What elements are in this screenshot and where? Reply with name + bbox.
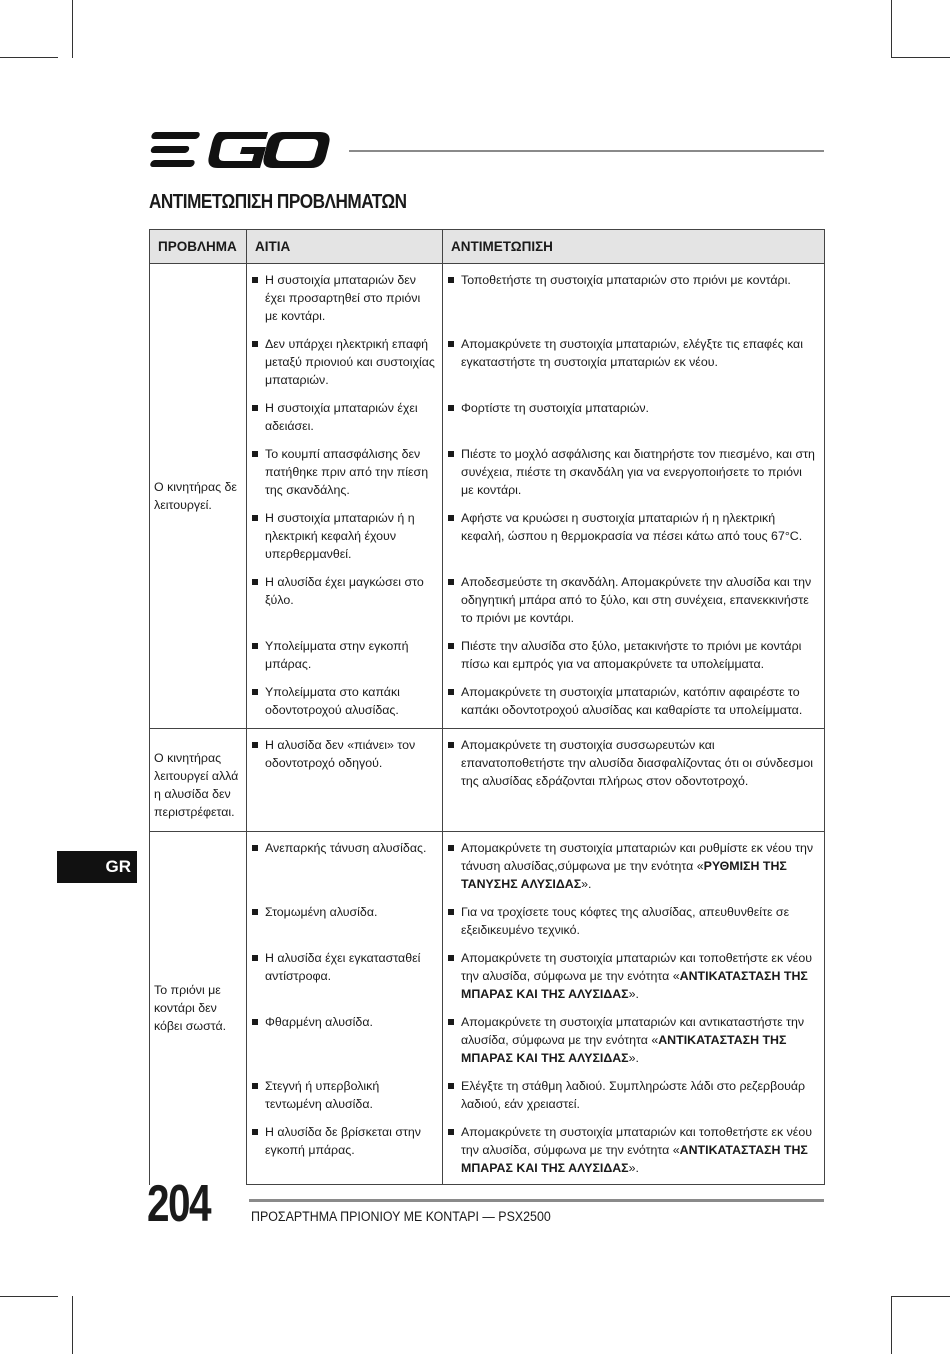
solution-text: Απομακρύνετε τη συστοιχία συσσωρευτών και επανατοποθετήστε την αλυσίδα διασφαλίζοντας ότι οι σύνδεσμοι της αλυσίδας εδράζονται πλήρως στον οδοντοτροχό. bbox=[461, 738, 813, 788]
crop-mark bbox=[0, 57, 58, 58]
troubleshooting-table bbox=[149, 229, 825, 1185]
bullet-icon bbox=[252, 845, 258, 851]
bullet-icon bbox=[448, 845, 454, 851]
ego-logo bbox=[148, 128, 332, 172]
solution-text: Απομακρύνετε τη συστοιχία μπαταριών και τοποθετήστε εκ νέου την αλυσίδα, σύμφωνα με την ενότητα «ΑΝΤΙΚΑΤΑΣΤΑΣΗ ΤΗΣ ΜΠΑΡΑΣ ΚΑΙ ΤΗΣ ΑΛΥΣΙΔΑΣ». bbox=[461, 951, 812, 1001]
solution-text: Ελέγξτε τη στάθμη λαδιού. Συμπληρώστε λάδι στο ρεζερβουάρ λαδιού, εάν χρειαστεί. bbox=[461, 1079, 806, 1111]
cause-text: Στομωμένη αλυσίδα. bbox=[265, 905, 378, 919]
cause-text: Δεν υπάρχει ηλεκτρική επαφή μεταξύ πριονιού και συστοιχίας μπαταριών. bbox=[265, 337, 435, 387]
bullet-icon bbox=[252, 1129, 258, 1135]
bullet-icon bbox=[448, 909, 454, 915]
bullet-icon bbox=[448, 515, 454, 521]
solution-cell bbox=[443, 566, 825, 630]
cause-cell bbox=[247, 729, 443, 832]
bullet-icon bbox=[252, 1083, 258, 1089]
cause-text: Η αλυσίδα έχει εγκατασταθεί αντίστροφα. bbox=[265, 951, 421, 983]
cause-text: Η συστοιχία μπαταριών έχει αδειάσει. bbox=[265, 401, 418, 433]
cause-text: Ανεπαρκής τάνυση αλυσίδας. bbox=[265, 841, 427, 855]
solution-cell bbox=[443, 1116, 825, 1185]
bullet-icon bbox=[448, 643, 454, 649]
cause-text: Η αλυσίδα δεν «πιάνει» τον οδοντοτροχό οδηγού. bbox=[265, 738, 416, 770]
solution-text: Αφήστε να κρυώσει η συστοιχία μπαταριών ή η ηλεκτρική κεφαλή, ώσπου η θερμοκρασία να πέσει κάτω από τους 67°C. bbox=[461, 511, 803, 543]
header-cause: ΑΙΤΙΑ bbox=[247, 230, 443, 264]
table-row bbox=[150, 1070, 825, 1116]
language-tab: GR bbox=[57, 851, 137, 883]
cause-cell bbox=[247, 676, 443, 729]
bullet-icon bbox=[252, 643, 258, 649]
cause-text: Η συστοιχία μπαταριών δεν έχει προσαρτηθεί στο πριόνι με κοντάρι. bbox=[265, 273, 421, 323]
solution-cell bbox=[443, 1006, 825, 1070]
bullet-icon bbox=[252, 341, 258, 347]
cause-text: Φθαρμένη αλυσίδα. bbox=[265, 1015, 373, 1029]
solution-cell bbox=[443, 630, 825, 676]
crop-mark bbox=[892, 57, 950, 58]
crop-mark bbox=[72, 1296, 73, 1354]
cause-text: Υπολείμματα στην εγκοπή μπάρας. bbox=[265, 639, 409, 671]
bullet-icon bbox=[448, 1083, 454, 1089]
bullet-icon bbox=[252, 451, 258, 457]
solution-cell bbox=[443, 832, 825, 897]
table-row bbox=[150, 566, 825, 630]
header-rule bbox=[349, 150, 824, 152]
solution-cell bbox=[443, 1070, 825, 1116]
cause-text: Η συστοιχία μπαταριών ή η ηλεκτρική κεφαλή έχουν υπερθερμανθεί. bbox=[265, 511, 415, 561]
cause-cell bbox=[247, 502, 443, 566]
cause-cell bbox=[247, 566, 443, 630]
bullet-icon bbox=[448, 955, 454, 961]
problem-cell: Ο κινητήρας δε λειτουργεί. bbox=[150, 264, 247, 729]
bullet-icon bbox=[252, 515, 258, 521]
bullet-icon bbox=[252, 689, 258, 695]
solution-text: Πιέστε την αλυσίδα στο ξύλο, μετακινήστε το πριόνι με κοντάρι πίσω και εμπρός για να απομακρύνετε τα υπολείμματα. bbox=[461, 639, 802, 671]
crop-mark bbox=[891, 0, 892, 58]
solution-cell bbox=[443, 438, 825, 502]
cause-cell bbox=[247, 264, 443, 329]
cause-text: Η αλυσίδα έχει μαγκώσει στο ξύλο. bbox=[265, 575, 424, 607]
solution-text: Απομακρύνετε τη συστοιχία μπαταριών και αντικαταστήστε την αλυσίδα, σύμφωνα με την ενότητα «ΑΝΤΙΚΑΤΑΣΤΑΣΗ ΤΗΣ ΜΠΑΡΑΣ ΚΑΙ ΤΗΣ ΑΛΥΣΙΔΑΣ». bbox=[461, 1015, 805, 1065]
problem-cell: Ο κινητήρας λειτουργεί αλλά η αλυσίδα δεν περιστρέφεται. bbox=[150, 729, 247, 832]
table-header-row bbox=[150, 230, 825, 264]
solution-cell bbox=[443, 896, 825, 942]
cause-cell bbox=[247, 942, 443, 1006]
bullet-icon bbox=[448, 451, 454, 457]
table-row bbox=[150, 392, 825, 438]
solution-cell bbox=[443, 676, 825, 729]
solution-cell bbox=[443, 264, 825, 329]
cause-cell bbox=[247, 1070, 443, 1116]
table-row bbox=[150, 942, 825, 1006]
table-row bbox=[150, 729, 825, 832]
bullet-icon bbox=[448, 277, 454, 283]
bullet-icon bbox=[252, 955, 258, 961]
header-problem: ΠΡΟΒΛΗΜΑ bbox=[150, 230, 247, 264]
table-row bbox=[150, 832, 825, 897]
cause-cell bbox=[247, 1116, 443, 1185]
crop-mark bbox=[892, 1296, 950, 1297]
header-solution: ΑΝΤΙΜΕΤΩΠΙΣΗ bbox=[443, 230, 825, 264]
table-row bbox=[150, 438, 825, 502]
solution-text: Αποδεσμεύστε τη σκανδάλη. Απομακρύνετε την αλυσίδα και την οδηγητική μπάρα από το ξύλο, και στη συνέχεια, επανεκκινήστε το πριόνι με κοντάρι. bbox=[461, 575, 812, 625]
bullet-icon bbox=[252, 742, 258, 748]
bullet-icon bbox=[252, 909, 258, 915]
bullet-icon bbox=[252, 1019, 258, 1025]
footer-rule bbox=[249, 1199, 824, 1202]
crop-mark bbox=[891, 1296, 892, 1354]
cause-text: Η αλυσίδα δε βρίσκεται στην εγκοπή μπάρας. bbox=[265, 1125, 421, 1157]
cause-cell bbox=[247, 1006, 443, 1070]
table-row bbox=[150, 264, 825, 329]
solution-text: Πιέστε το μοχλό ασφάλισης και διατηρήστε τον πιεσμένο, και στη συνέχεια, πιέστε τη σκανδάλη για να ενεργοποιήσετε το πριόνι με κοντάρι. bbox=[461, 447, 815, 497]
bullet-icon bbox=[252, 277, 258, 283]
cause-cell bbox=[247, 392, 443, 438]
bullet-icon bbox=[448, 742, 454, 748]
solution-text: Φορτίστε τη συστοιχία μπαταριών. bbox=[461, 401, 650, 415]
page-number: 204 bbox=[147, 1175, 210, 1233]
solution-cell bbox=[443, 729, 825, 832]
crop-mark bbox=[72, 0, 73, 58]
solution-text: Απομακρύνετε τη συστοιχία μπαταριών και τοποθετήστε εκ νέου την αλυσίδα, σύμφωνα με την ενότητα «ΑΝΤΙΚΑΤΑΣΤΑΣΗ ΤΗΣ ΜΠΑΡΑΣ ΚΑΙ ΤΗΣ ΑΛΥΣΙΔΑΣ». bbox=[461, 1125, 812, 1175]
table-row bbox=[150, 630, 825, 676]
bullet-icon bbox=[252, 405, 258, 411]
solution-cell bbox=[443, 502, 825, 566]
solution-cell bbox=[443, 328, 825, 392]
table-row bbox=[150, 896, 825, 942]
problem-cell: Το πριόνι με κοντάρι δεν κόβει σωστά. bbox=[150, 832, 247, 1185]
bullet-icon bbox=[448, 1019, 454, 1025]
table-row bbox=[150, 676, 825, 729]
bullet-icon bbox=[252, 579, 258, 585]
table-row bbox=[150, 502, 825, 566]
bullet-icon bbox=[448, 1129, 454, 1135]
cause-cell bbox=[247, 328, 443, 392]
bullet-icon bbox=[448, 341, 454, 347]
bullet-icon bbox=[448, 579, 454, 585]
table-row bbox=[150, 1006, 825, 1070]
bullet-icon bbox=[448, 405, 454, 411]
table-row bbox=[150, 1116, 825, 1185]
solution-cell bbox=[443, 392, 825, 438]
table-row bbox=[150, 328, 825, 392]
solution-cell bbox=[443, 942, 825, 1006]
cause-cell bbox=[247, 832, 443, 897]
solution-text: Απομακρύνετε τη συστοιχία μπαταριών, ελέγξτε τις επαφές και εγκαταστήστε τη συστοιχία μπαταριών εκ νέου. bbox=[461, 337, 803, 369]
cause-text: Το κουμπί απασφάλισης δεν πατήθηκε πριν από την πίεση της σκανδάλης. bbox=[265, 447, 429, 497]
page-title: ΑΝΤΙΜΕΤΩΠΙΣΗ ΠΡΟΒΛΗΜΑΤΩΝ bbox=[149, 191, 407, 213]
solution-text: Απομακρύνετε τη συστοιχία μπαταριών και ρυθμίστε εκ νέου την τάνυση αλυσίδας,σύμφωνα με την ενότητα «ΡΥΘΜΙΣΗ ΤΗΣ ΤΑΝΥΣΗΣ ΑΛΥΣΙΔΑΣ». bbox=[461, 841, 814, 891]
solution-text: Απομακρύνετε τη συστοιχία μπαταριών, κατόπιν αφαιρέστε το καπάκι οδοντοτροχού αλυσίδας και καθαρίστε τα υπολείμματα. bbox=[461, 685, 803, 717]
footer-text: ΠΡΟΣΑΡΤΗΜΑ ΠΡΙΟΝΙΟΥ ΜΕ ΚΟΝΤΑΡΙ — PSX2500 bbox=[251, 1209, 551, 1224]
cause-text: Στεγνή ή υπερβολική τεντωμένη αλυσίδα. bbox=[265, 1079, 380, 1111]
cause-cell bbox=[247, 896, 443, 942]
bullet-icon bbox=[448, 689, 454, 695]
cause-cell bbox=[247, 438, 443, 502]
solution-text: Για να τροχίσετε τους κόφτες της αλυσίδας, απευθυνθείτε σε εξειδικευμένο τεχνικό. bbox=[461, 905, 790, 937]
cause-text: Υπολείμματα στο καπάκι οδοντοτροχού αλυσίδας. bbox=[265, 685, 400, 717]
solution-text: Τοποθετήστε τη συστοιχία μπαταριών στο πριόνι με κοντάρι. bbox=[461, 273, 791, 287]
crop-mark bbox=[0, 1296, 58, 1297]
cause-cell bbox=[247, 630, 443, 676]
